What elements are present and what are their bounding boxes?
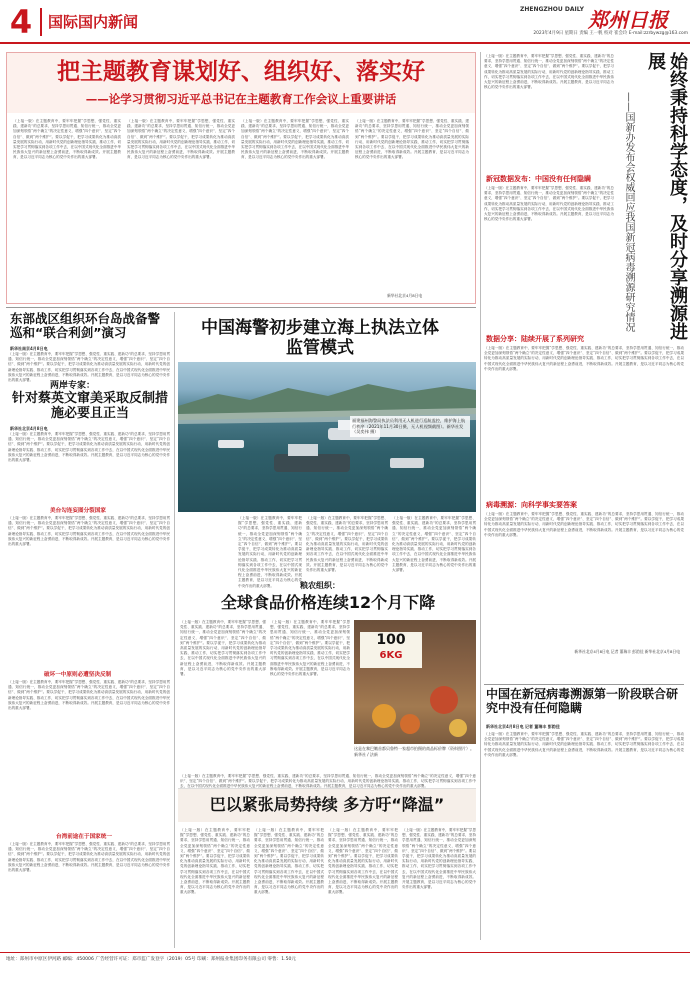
coastline-illustration <box>178 362 476 512</box>
lead-article <box>6 52 476 304</box>
art4-body-1: （上接一版）在主题教育中，要牢牢把握“学思想、强党性、重实践、建新功”的总要求，坚持学思用贯通、知信行统一，推动全党更加深刻领悟“两个确立”的决定性意义，增强“四个意识”、坚定“四个自信”、做到“两个维护”。要以学促干，把学习成果转化为推动高质量发展的实际行动，用新时代党的创新理论指导实践、推动工作，切实把学习贯彻落实到各项工作中去，在以中国式现代化全面推进中华民族伟大复兴的新征程上奋勇前进，不断取得新成效。开展主题教育，是以习近平同志为核心的党中央作出的重大部署。 <box>238 516 302 588</box>
right-intro: （上接一版）在主题教育中，要牢牢把握“学思想、强党性、重实践、建新功”的总要求，坚持学思用贯通、知信行统一，推动全党更加深刻领悟“两个确立”的决定性意义，增强“四个意识”、坚定“四个自信”、做到“两个维护”。要以学促干，把学习成果转化为推动高质量发展的实际行动，用新时代党的创新理论指导实践、推动工作，切实把学习贯彻落实到各项工作中去，在以中国式现代化全面推进中华民族伟大复兴的新征程上奋勇前进，不断取得新成效。开展主题教育，是以习近平同志为核心的党中央作出的重大部署。 <box>484 54 614 90</box>
sea-photo <box>178 362 476 512</box>
art3-body-3: （上接一版）在主题教育中，要牢牢把握“学思想、强党性、重实践、建新功”的总要求，坚持学思用贯通、知信行统一，推动全党更加深刻领悟“两个确立”的决定性意义，增强“四个意识”、坚定“四个自信”、做到“两个维护”。要以学促干，把学习成果转化为推动高质量发展的实际行动，用新时代党的创新理论指导实践、推动工作，切实把学习贯彻落实到各项工作中去，在以中国式现代化全面推进中华民族伟大复兴的新征程上奋勇前进，不断取得新成效。开展主题教育，是以习近平同志为核心的党中央作出的重大部署。 <box>8 680 170 711</box>
art5-caption: 这是在黎巴嫩首都贝鲁特一家超市拍摄的商品标价牌（资料照片）。新华社 / 法新 <box>354 746 474 757</box>
art3-body-2: （上接一版）在主题教育中，要牢牢把握“学思想、强党性、重实践、建新功”的总要求，坚持学思用贯通、知信行统一，推动全党更加深刻领悟“两个确立”的决定性意义，增强“四个意识”、坚定“四个自信”、做到“两个维护”。要以学促干，把学习成果转化为推动高质量发展的实际行动，用新时代党的创新理论指导实践、推动工作，切实把学习贯彻落实到各项工作中去，在以中国式现代化全面推进中华民族伟大复兴的新征程上奋勇前进，不断取得新成效。开展主题教育，是以习近平同志为核心的党中央作出的重大部署。 <box>8 516 170 547</box>
market-photo <box>354 620 476 744</box>
subhead-data-sharing: 数据分享：陆续开展了系列研究 <box>486 335 584 343</box>
divider <box>484 684 684 685</box>
price-sign-unit: 6KG <box>379 650 403 661</box>
right-vertical-title <box>620 52 686 352</box>
art5-body-3: （上接一版）在主题教育中，要牢牢把握“学思想、强党性、重实践、建新功”的总要求，坚持学思用贯通、知信行统一，推动全党更加深刻领悟“两个确立”的决定性意义，增强“四个意识”、坚定“四个自信”、做到“两个维护”。要以学促干，把学习成果转化为推动高质量发展的实际行动，用新时代党的创新理论指导实践、推动工作，切实把学习贯彻落实到各项工作中去，在以中国式现代化全面推进中华民族伟大复兴的新征程上奋勇前进，不断取得新成效。开展主题教育，是以习近平同志为核心的党中央作出的重大部署。 <box>180 774 476 789</box>
subhead-no-hiding: 新冠数据发布：中国没有任何隐瞒 <box>486 175 591 183</box>
art5-title: 全球食品价格连续12个月下降 <box>220 593 436 612</box>
art4-title: 中国海警初步建立海上执法立体监管模式 <box>201 318 439 358</box>
art5-body-2: （上接一版）在主题教育中，要牢牢把握“学思想、强党性、重实践、建新功”的总要求，坚持学思用贯通、知信行统一，推动全党更加深刻领悟“两个确立”的决定性意义，增强“四个意识”、坚定“四个自信”、做到“两个维护”。要以学促干，把学习成果转化为推动高质量发展的实际行动，用新时代党的创新理论指导实践、推动工作，切实把学习贯彻落实到各项工作中去，在以中国式现代化全面推进中华民族伟大复兴的新征程上奋勇前进，不断取得新成效。开展主题教育，是以习近平同志为核心的党中央作出的重大部署。 <box>270 620 350 677</box>
art6-body-4: （上接一版）在主题教育中，要牢牢把握“学思想、强党性、重实践、建新功”的总要求，坚持学思用贯通、知信行统一，推动全党更加深刻领悟“两个确立”的决定性意义，增强“四个意识”、坚定“四个自信”、做到“两个维护”。要以学促干，把学习成果转化为推动高质量发展的实际行动，用新时代党的创新理论指导实践、推动工作，切实把学习贯彻落实到各项工作中去，在以中国式现代化全面推进中华民族伟大复兴的新征程上奋勇前进，不断取得新成效。开展主题教育，是以习近平同志为核心的党中央作出的重大部署。 <box>402 828 476 890</box>
lead-subtitle: ——论学习贯彻习近平总书记在主题教育工作会议上重要讲话 <box>85 92 397 106</box>
vertical-subtitle: ——国新办发布会权威回应我国新冠病毒溯源研究情况 <box>623 92 634 332</box>
art5-kicker: 粮农组织： <box>300 581 340 590</box>
art6-body-2: （上接一版）在主题教育中，要牢牢把握“学思想、强党性、重实践、建新功”的总要求，坚持学思用贯通、知信行统一，推动全党更加深刻领悟“两个确立”的决定性意义，增强“四个意识”、坚定“四个自信”、做到“两个维护”。要以学促干，把学习成果转化为推动高质量发展的实际行动，用新时代党的创新理论指导实践、推动工作，切实把学习贯彻落实到各项工作中去，在以中国式现代化全面推进中华民族伟大复兴的新征程上奋勇前进，不断取得新成效。开展主题教育，是以习近平同志为核心的党中央作出的重大部署。 <box>254 828 324 895</box>
divider <box>174 312 175 948</box>
divider <box>6 307 476 308</box>
divider <box>480 52 481 940</box>
art3-subhead-2: 破坏一中原则必遭坚决反制 <box>44 672 112 678</box>
art3-subhead-3: 台湾前途在于国家统一 <box>56 834 112 840</box>
lead-column-2: （上接一版）在主题教育中，要牢牢把握“学思想、强党性、重实践、建新功”的总要求，坚持学思用贯通、知信行统一，推动全党更加深刻领悟“两个确立”的决定性意义，增强“四个意识”、坚定“四个自信”、做到“两个维护”。要以学促干，把学习成果转化为推动高质量发展的实际行动，用新时代党的创新理论指导实践、推动工作，切实把学习贯彻落实到各项工作中去，在以中国式现代化全面推进中华民族伟大复兴的新征程上奋勇前进，不断取得新成效。开展主题教育，是以习近平同志为核心的党中央作出的重大部署。 <box>127 119 235 160</box>
lead-title: 把主题教育谋划好、组织好、落实好 <box>57 59 425 85</box>
art2-byline: 新华社南京4月8日电 <box>10 346 48 351</box>
divider <box>0 952 690 953</box>
paper-logo: 郑州日报 <box>588 8 668 32</box>
art2-title: 东部战区组织环台岛战备警巡和“联合利剑”演习 <box>10 311 161 341</box>
paper-name-en: ZHENGZHOU DAILY <box>520 6 584 13</box>
art7-body: （上接一版）在主题教育中，要牢牢把握“学思想、强党性、重实践、建新功”的总要求，坚持学思用贯通、知信行统一，推动全党更加深刻领悟“两个确立”的决定性意义，增强“四个意识”、坚定“四个自信”、做到“两个维护”。要以学促干，把学习成果转化为推动高质量发展的实际行动，用新时代党的创新理论指导实践、推动工作，切实把学习贯彻落实到各项工作中去，在以中国式现代化全面推进中华民族伟大复兴的新征程上奋勇前进，不断取得新成效。开展主题教育，是以习近平同志为核心的党中央作出的重大部署。 <box>484 732 684 757</box>
date-line: 2023年4月9日 星期日 责编 王一帆 校对 崔会玲 E-mail:zzrbywzg@163.com <box>533 31 688 36</box>
price-sign-value: 100 <box>376 632 406 648</box>
lead-column-1: （上接一版）在主题教育中，要牢牢把握“学思想、强党性、重实践、建新功”的总要求，坚持学思用贯通、知信行统一，推动全党更加深刻领悟“两个确立”的决定性意义，增强“四个意识”、坚定“四个自信”、做到“两个维护”。要以学促干，把学习成果转化为推动高质量发展的实际行动，用新时代党的创新理论指导实践、推动工作，切实把学习贯彻落实到各项工作中去，在以中国式现代化全面推进中华民族伟大复兴的新征程上奋勇前进，不断取得新成效。开展主题教育，是以习近平同志为核心的党中央作出的重大部署。 <box>13 119 121 160</box>
section-name: 国际国内新闻 <box>48 13 139 31</box>
right-body-3: （上接一版）在主题教育中，要牢牢把握“学思想、强党性、重实践、建新功”的总要求，坚持学思用贯通、知信行统一，推动全党更加深刻领悟“两个确立”的决定性意义，增强“四个意识”、坚定“四个自信”、做到“两个维护”。要以学促干，把学习成果转化为推动高质量发展的实际行动，用新时代党的创新理论指导实践、推动工作，切实把学习贯彻落实到各项工作中去，在以中国式现代化全面推进中华民族伟大复兴的新征程上奋勇前进，不断取得新成效。开展主题教育，是以习近平同志为核心的党中央作出的重大部署。 <box>484 512 684 537</box>
art6-title: 巴以紧张局势持续 多方吁“降温” <box>209 795 445 814</box>
art3-body-1: （上接一版）在主题教育中，要牢牢把握“学思想、强党性、重实践、建新功”的总要求，坚持学思用贯通、知信行统一，推动全党更加深刻领悟“两个确立”的决定性意义，增强“四个意识”、坚定“四个自信”、做到“两个维护”。要以学促干，把学习成果转化为推动高质量发展的实际行动，用新时代党的创新理论指导实践、推动工作，切实把学习贯彻落实到各项工作中去，在以中国式现代化全面推进中华民族伟大复兴的新征程上奋勇前进，不断取得新成效。开展主题教育，是以习近平同志为核心的党中央作出的重大部署。 <box>8 432 170 463</box>
art3-byline: 新华社北京4月8日电 <box>10 426 48 431</box>
lead-byline: 新华社北京4月8日电 <box>387 293 423 298</box>
art3-body-4: （上接一版）在主题教育中，要牢牢把握“学思想、强党性、重实践、建新功”的总要求，坚持学思用贯通、知信行统一，推动全党更加深刻领悟“两个确立”的决定性意义，增强“四个意识”、坚定“四个自信”、做到“两个维护”。要以学促干，把学习成果转化为推动高质量发展的实际行动，用新时代党的创新理论指导实践、推动工作，切实把学习贯彻落实到各项工作中去，在以中国式现代化全面推进中华民族伟大复兴的新征程上奋勇前进，不断取得新成效。开展主题教育，是以习近平同志为核心的党中央作出的重大部署。 <box>8 842 170 873</box>
art7-title: 中国在新冠病毒溯源第一阶段联合研究中没有任何隐瞒 <box>486 687 679 715</box>
vertical-title: 始终秉持科学态度，及时分享溯源进展 <box>645 52 688 340</box>
page-number: 4 <box>4 5 38 39</box>
art6-body-1: （上接一版）在主题教育中，要牢牢把握“学思想、强党性、重实践、建新功”的总要求，坚持学思用贯通、知信行统一，推动全党更加深刻领悟“两个确立”的决定性意义，增强“四个意识”、坚定“四个自信”、做到“两个维护”。要以学促干，把学习成果转化为推动高质量发展的实际行动，用新时代党的创新理论指导实践、推动工作，切实把学习贯彻落实到各项工作中去，在以中国式现代化全面推进中华民族伟大复兴的新征程上奋勇前进，不断取得新成效。开展主题教育，是以习近平同志为核心的党中央作出的重大部署。 <box>180 828 250 895</box>
right-body-2: （上接一版）在主题教育中，要牢牢把握“学思想、强党性、重实践、建新功”的总要求，坚持学思用贯通、知信行统一，推动全党更加深刻领悟“两个确立”的决定性意义，增强“四个意识”、坚定“四个自信”、做到“两个维护”。要以学促干，把学习成果转化为推动高质量发展的实际行动，用新时代党的创新理论指导实践、推动工作，切实把学习贯彻落实到各项工作中去，在以中国式现代化全面推进中华民族伟大复兴的新征程上奋勇前进，不断取得新成效。开展主题教育，是以习近平同志为核心的党中央作出的重大部署。 <box>484 346 684 371</box>
lead-column-3: （上接一版）在主题教育中，要牢牢把握“学思想、强党性、重实践、建新功”的总要求，坚持学思用贯通、知信行统一，推动全党更加深刻领悟“两个确立”的决定性意义，增强“四个意识”、坚定“四个自信”、做到“两个维护”。要以学促干，把学习成果转化为推动高质量发展的实际行动，用新时代党的创新理论指导实践、推动工作，切实把学习贯彻落实到各项工作中去，在以中国式现代化全面推进中华民族伟大复兴的新征程上奋勇前进，不断取得新成效。开展主题教育，是以习近平同志为核心的党中央作出的重大部署。 <box>241 119 349 160</box>
art4-body-2: （上接一版）在主题教育中，要牢牢把握“学思想、强党性、重实践、建新功”的总要求，坚持学思用贯通、知信行统一，推动全党更加深刻领悟“两个确立”的决定性意义，增强“四个意识”、坚定“四个自信”、做到“两个维护”。要以学促干，把学习成果转化为推动高质量发展的实际行动，用新时代党的创新理论指导实践、推动工作，切实把学习贯彻落实到各项工作中去，在以中国式现代化全面推进中华民族伟大复兴的新征程上奋勇前进，不断取得新成效。开展主题教育，是以习近平同志为核心的党中央作出的重大部署。 <box>306 516 388 573</box>
lead-column-4: （上接一版）在主题教育中，要牢牢把握“学思想、强党性、重实践、建新功”的总要求，坚持学思用贯通、知信行统一，推动全党更加深刻领悟“两个确立”的决定性意义，增强“四个意识”、坚定“四个自信”、做到“两个维护”。要以学促干，把学习成果转化为推动高质量发展的实际行动，用新时代党的创新理论指导实践、推动工作，切实把学习贯彻落实到各项工作中去，在以中国式现代化全面推进中华民族伟大复兴的新征程上奋勇前进，不断取得新成效。开展主题教育，是以习近平同志为核心的党中央作出的重大部署。 <box>355 119 469 160</box>
art2-body: （上接一版）在主题教育中，要牢牢把握“学思想、强党性、重实践、建新功”的总要求，坚持学思用贯通、知信行统一，推动全党更加深刻领悟“两个确立”的决定性意义，增强“四个意识”、坚定“四个自信”、做到“两个维护”。要以学促干，把学习成果转化为推动高质量发展的实际行动，用新时代党的创新理论指导实践、推动工作，切实把学习贯彻落实到各项工作中去，在以中国式现代化全面推进中华民族伟大复兴的新征程上奋勇前进，不断取得新成效。开展主题教育，是以习近平同志为核心的党中央作出的重大部署。 <box>8 352 170 383</box>
right-byline: 新华社北京4月8日电 记者 董瑞丰 彭韵佳 新华社北京4月8日电 <box>574 649 680 654</box>
art7-byline: 新华社北京4月8日电 记者 董瑞丰 彭韵佳 <box>486 724 560 729</box>
art5-body-1: （上接一版）在主题教育中，要牢牢把握“学思想、强党性、重实践、建新功”的总要求，坚持学思用贯通、知信行统一，推动全党更加深刻领悟“两个确立”的决定性意义，增强“四个意识”、坚定“四个自信”、做到“两个维护”。要以学促干，把学习成果转化为推动高质量发展的实际行动，用新时代党的创新理论指导实践、推动工作，切实把学习贯彻落实到各项工作中去，在以中国式现代化全面推进中华民族伟大复兴的新征程上奋勇前进，不断取得新成效。开展主题教育，是以习近平同志为核心的党中央作出的重大部署。 <box>180 620 266 677</box>
art3-subhead-1: 美台勾连妄图分裂国家 <box>50 508 106 514</box>
page-header <box>0 0 690 44</box>
section-tab <box>40 8 148 36</box>
right-body-1: （上接一版）在主题教育中，要牢牢把握“学思想、强党性、重实践、建新功”的总要求，坚持学思用贯通、知信行统一，推动全党更加深刻领悟“两个确立”的决定性意义，增强“四个意识”、坚定“四个自信”、做到“两个维护”。要以学促干，把学习成果转化为推动高质量发展的实际行动，用新时代党的创新理论指导实践、推动工作，切实把学习贯彻落实到各项工作中去，在以中国式现代化全面推进中华民族伟大复兴的新征程上奋勇前进，不断取得新成效。开展主题教育，是以习近平同志为核心的党中央作出的重大部署。 <box>484 186 614 222</box>
subhead-tracing: 病毒溯源：向科学事实要答案 <box>486 501 577 509</box>
art3-title: 针对蔡英文窜美采取反制措施必要且正当 <box>11 391 168 421</box>
art4-caption: 福建福州海警局执法员利用无人机进行巡航监控，维护海上航行秩序（2021年11月30日摄，无人机视频截图）。新华社发（吴奕伟 摄） <box>350 416 470 437</box>
footer: 地址：郑州市中原区伊河路 邮编：450006 广告经营许可证：郑市监广发登字（2019）05号 印刷：郑州报业集团印务有限公司 零售：1.50元 <box>6 957 297 962</box>
art3-kicker: 两岸专家： <box>50 381 96 391</box>
art6-body-3: （上接一版）在主题教育中，要牢牢把握“学思想、强党性、重实践、建新功”的总要求，坚持学思用贯通、知信行统一，推动全党更加深刻领悟“两个确立”的决定性意义，增强“四个意识”、坚定“四个自信”、做到“两个维护”。要以学促干，把学习成果转化为推动高质量发展的实际行动，用新时代党的创新理论指导实践、推动工作，切实把学习贯彻落实到各项工作中去，在以中国式现代化全面推进中华民族伟大复兴的新征程上奋勇前进，不断取得新成效。开展主题教育，是以习近平同志为核心的党中央作出的重大部署。 <box>328 828 398 895</box>
art4-body-3: （上接一版）在主题教育中，要牢牢把握“学思想、强党性、重实践、建新功”的总要求，坚持学思用贯通、知信行统一，推动全党更加深刻领悟“两个确立”的决定性意义，增强“四个意识”、坚定“四个自信”、做到“两个维护”。要以学促干，把学习成果转化为推动高质量发展的实际行动，用新时代党的创新理论指导实践、推动工作，切实把学习贯彻落实到各项工作中去，在以中国式现代化全面推进中华民族伟大复兴的新征程上奋勇前进，不断取得新成效。开展主题教育，是以习近平同志为核心的党中央作出的重大部署。 <box>392 516 476 573</box>
